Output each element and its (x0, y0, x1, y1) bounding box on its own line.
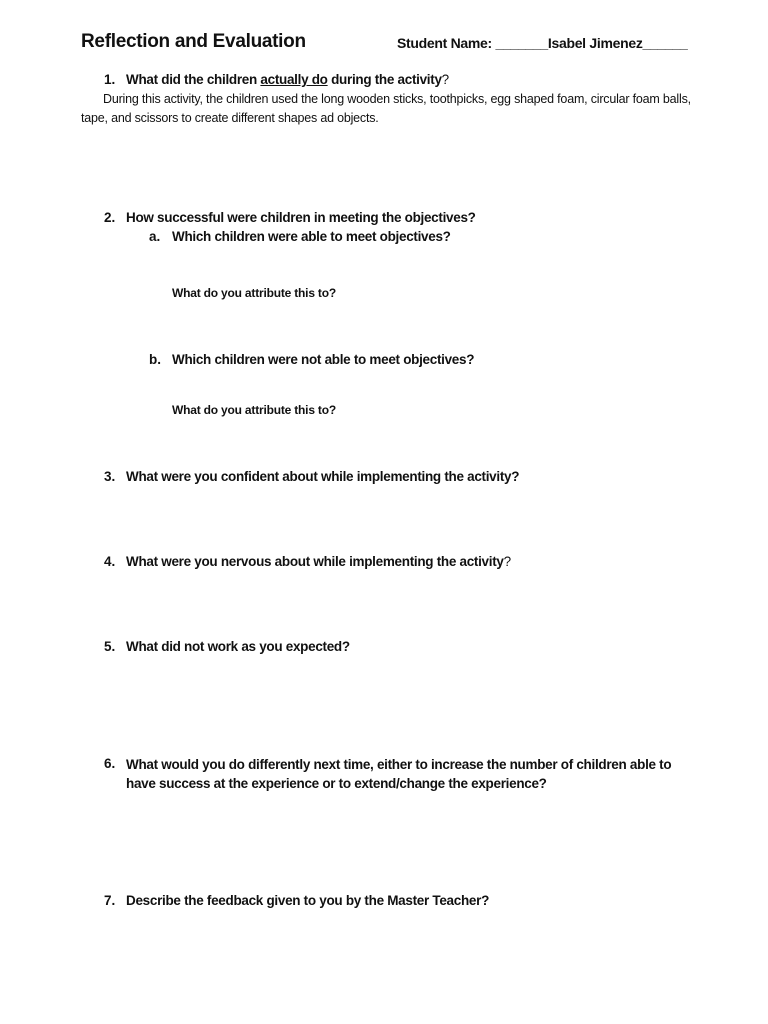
question-text: What did the children actually do during the activity? (126, 72, 449, 87)
question-number: 6. (104, 756, 116, 771)
question-number: 3. (104, 469, 116, 484)
question-text: How successful were children in meeting the objectives? (126, 210, 476, 225)
sub-question-text: Which children were able to meet objectives? (172, 229, 451, 244)
sub-question-letter: b. (149, 352, 161, 367)
page-title: Reflection and Evaluation (81, 31, 306, 52)
question-text: What were you nervous about while implementing the activity? (126, 554, 511, 569)
follow-up-prompt: What do you attribute this to? (172, 286, 336, 300)
question-number: 4. (104, 554, 116, 569)
student-name-line (397, 35, 687, 51)
emphasis-underline: actually do (260, 72, 328, 87)
question-number: 7. (104, 893, 116, 908)
question-text: What would you do differently next time, either to increase the number of children able to have success at the experience or to extend/change the experience? (126, 757, 672, 791)
question-text: Describe the feedback given to you by the Master Teacher? (126, 893, 490, 908)
sub-question-text: Which children were not able to meet objectives? (172, 352, 475, 367)
sub-question-letter: a. (149, 229, 161, 244)
question-number: 1. (104, 72, 116, 87)
question-number: 5. (104, 639, 116, 654)
question-text: What were you confident about while implementing the activity? (126, 469, 520, 484)
question-text: What did not work as you expected? (126, 639, 350, 654)
follow-up-prompt: What do you attribute this to? (172, 403, 336, 417)
answer-text: During this activity, the children used the long wooden sticks, toothpicks, egg shaped foam, circular foam balls, tape, and scissors to create different shapes ad objects. (81, 92, 691, 125)
student-name-label: Student Name: (397, 35, 496, 51)
student-name-value: _______Isabel Jimenez______ (495, 35, 688, 51)
question-number: 2. (104, 210, 116, 225)
